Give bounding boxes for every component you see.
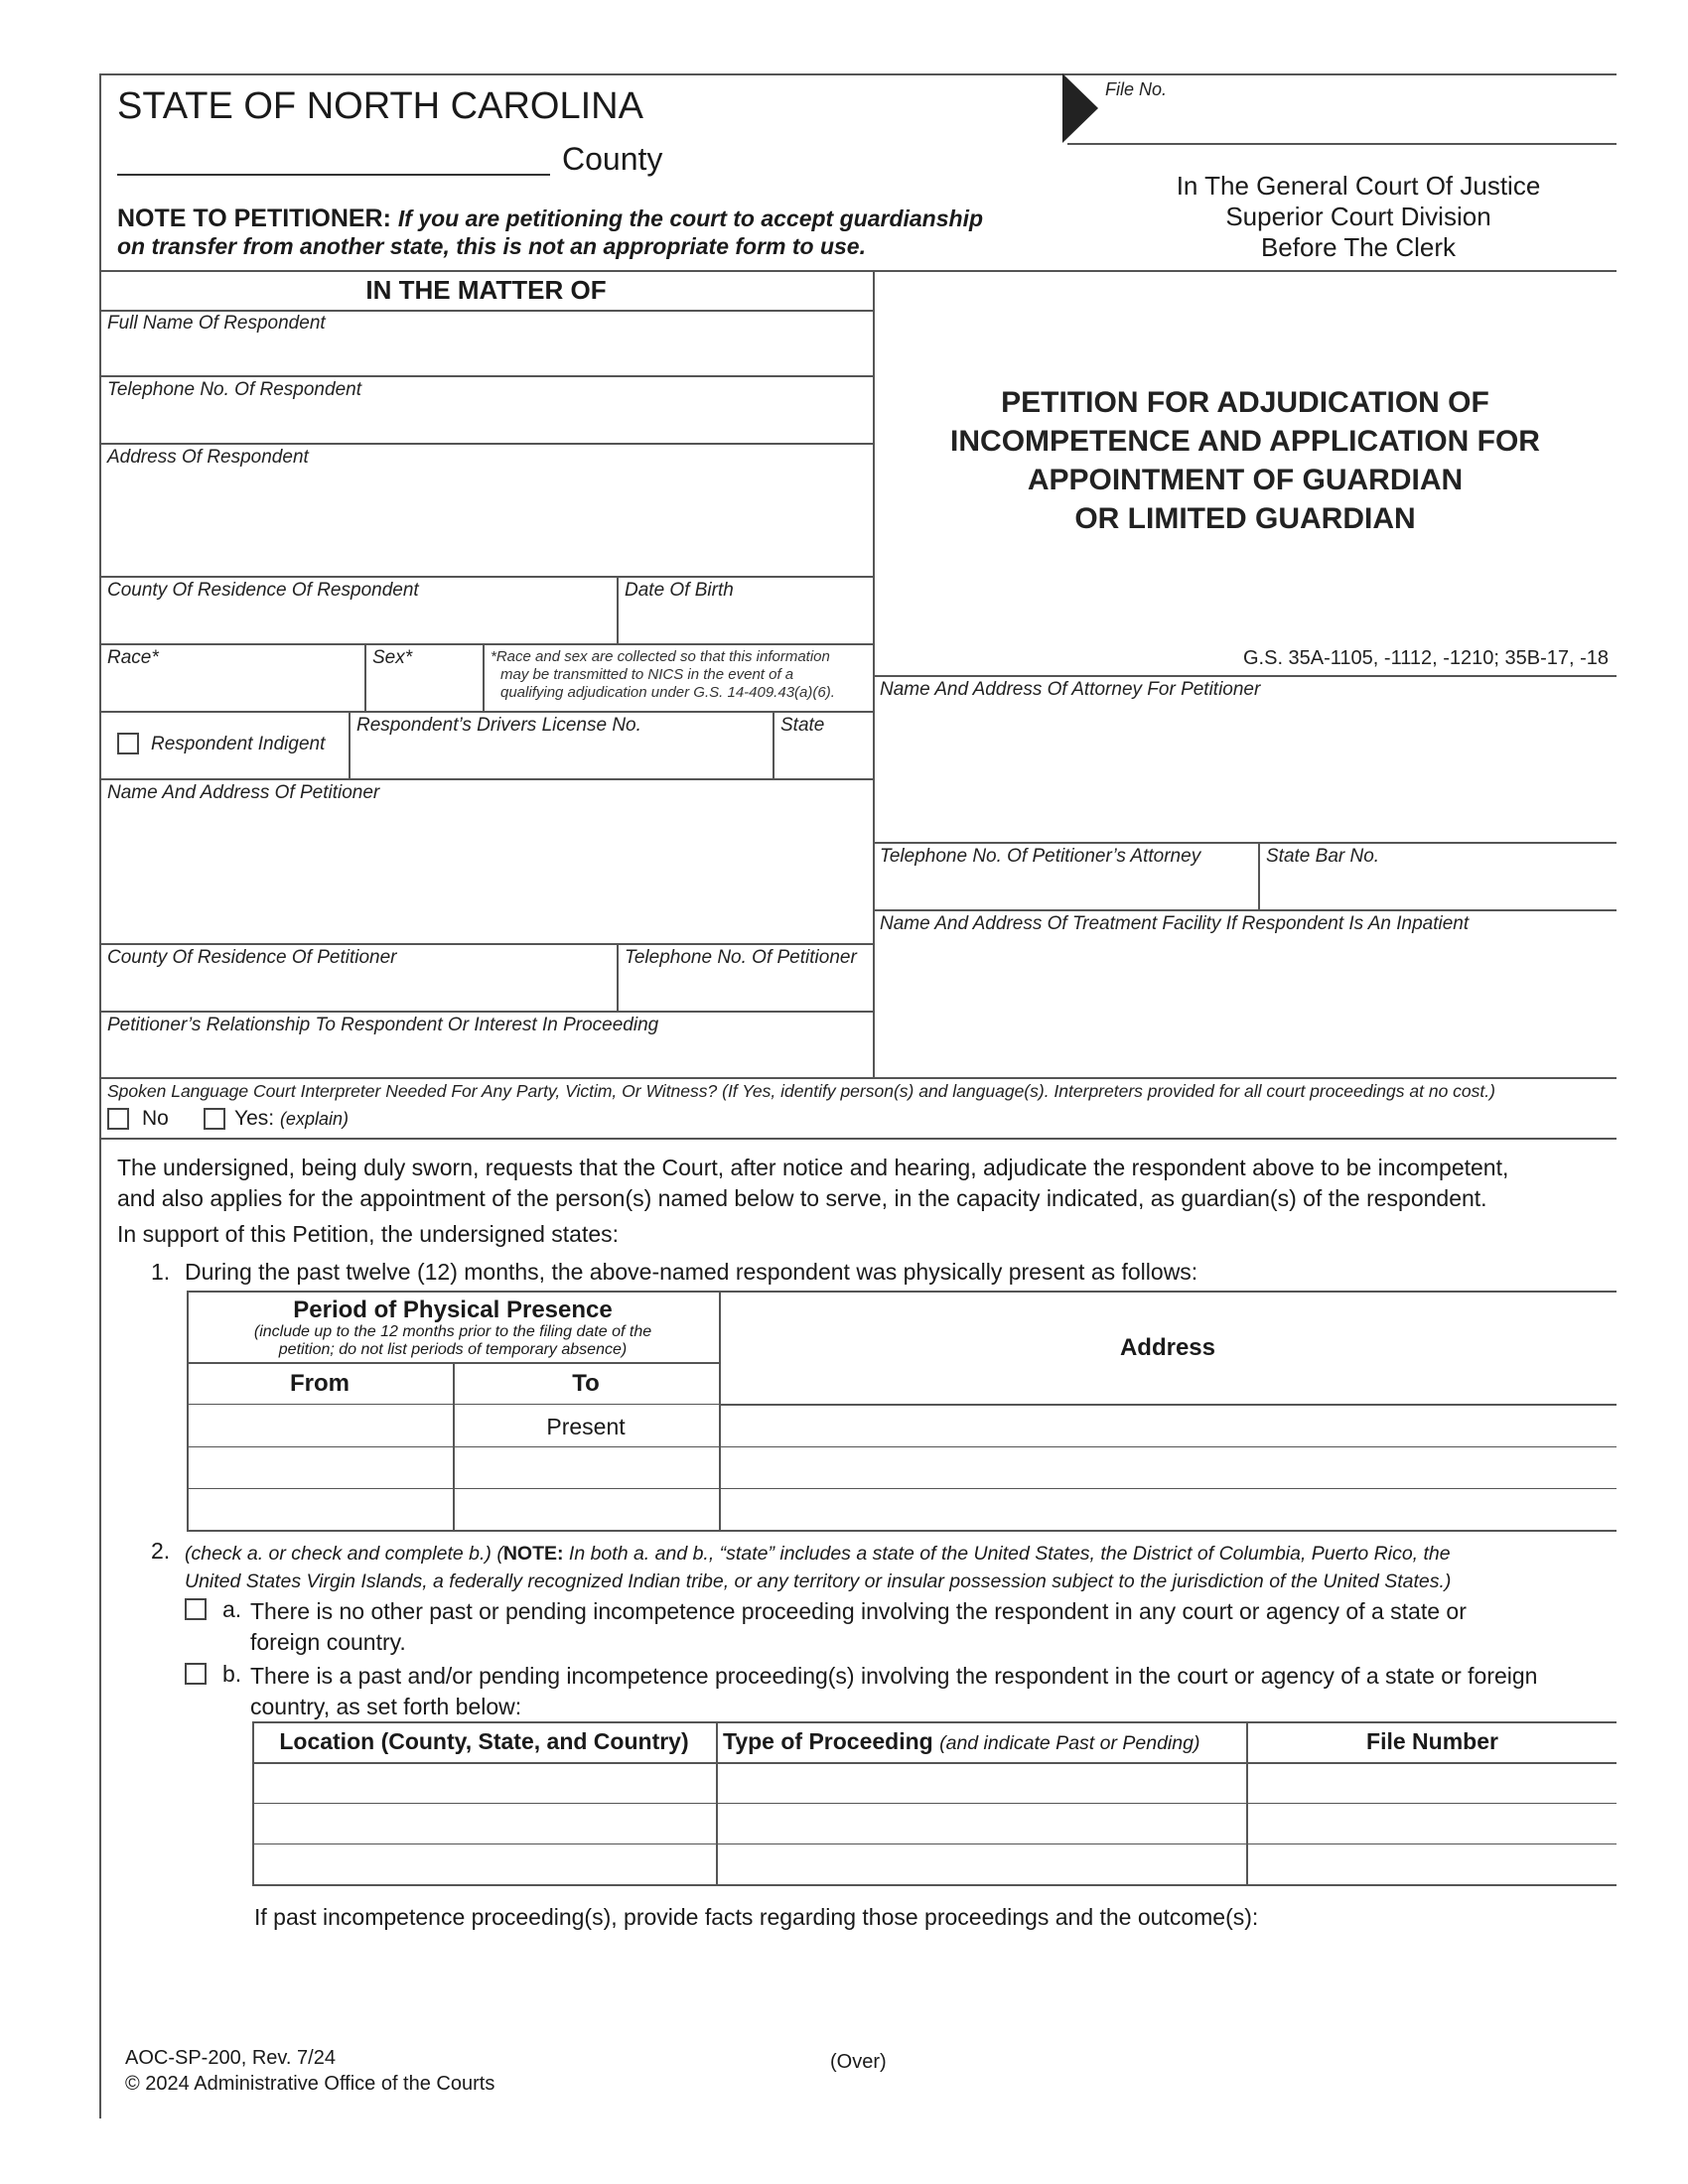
- item1-number: 1.: [151, 1259, 171, 1285]
- form-title-line4: OR LIMITED GUARDIAN: [1074, 502, 1416, 535]
- full-name-input[interactable]: [107, 338, 866, 373]
- past-facts-input[interactable]: [254, 1938, 1609, 2041]
- race-sex-note: [491, 648, 835, 702]
- file-no-arrow-icon: [1062, 73, 1102, 143]
- dl-state-input[interactable]: [780, 740, 869, 775]
- option-b-label: b.: [222, 1661, 242, 1687]
- form-title-line2: INCOMPETENCE AND APPLICATION FOR: [950, 425, 1540, 458]
- copyright: © 2024 Administrative Office of the Courts: [125, 2073, 495, 2095]
- facility-input[interactable]: [880, 939, 1609, 1074]
- proceeding-row3-file[interactable]: [1252, 1848, 1614, 1881]
- type-header-bold: Type of Proceeding: [723, 1728, 933, 1754]
- address-input[interactable]: [107, 473, 866, 576]
- sex-label: Sex*: [372, 647, 413, 668]
- interpreter-question: Spoken Language Court Interpreter Needed For Any Party, Victim, Or Witness? (If Yes, identify person(s) and language(s). Interpreters provided for all court proceedings at no cost.): [107, 1081, 1495, 1101]
- note-label: NOTE TO PETITIONER:: [117, 205, 391, 232]
- period-title: Period of Physical Presence: [293, 1297, 613, 1323]
- race-note-line1: *Race and sex are collected so that this information: [491, 648, 830, 665]
- form-title-line3: APPOINTMENT OF GUARDIAN: [1027, 464, 1464, 496]
- item2-text: [185, 1540, 1451, 1595]
- telephone-label: Telephone No. Of Respondent: [107, 379, 361, 400]
- county-line: [117, 174, 550, 176]
- option-b-line1: There is a past and/or pending incompetence proceeding(s) involving the respondent in the court or agency of a state or foreign: [250, 1663, 1538, 1689]
- option-b-text: [250, 1661, 1537, 1722]
- proceeding-row1-file[interactable]: [1252, 1767, 1614, 1800]
- court-line3: Before The Clerk: [1260, 232, 1457, 262]
- bar-no-label: State Bar No.: [1266, 846, 1380, 867]
- bar-no-input[interactable]: [1266, 872, 1613, 907]
- period-subtitle: [189, 1323, 717, 1359]
- item2-line1b: In both a. and b., “state” includes a state of the United States, the District of Columbia, Puerto Rico, the: [563, 1543, 1451, 1565]
- court-line2: Superior Court Division: [1225, 202, 1491, 231]
- petitioner-name-label: Name And Address Of Petitioner: [107, 782, 380, 803]
- drivers-license-input[interactable]: [356, 740, 768, 775]
- drivers-license-label: Respondent’s Drivers License No.: [356, 715, 641, 736]
- proceeding-row2-type[interactable]: [722, 1808, 1244, 1841]
- state-heading: STATE OF NORTH CAROLINA: [117, 85, 643, 127]
- in-the-matter-of-heading: IN THE MATTER OF: [365, 275, 607, 305]
- interpreter-explain-input[interactable]: [367, 1104, 1603, 1136]
- sworn-line1: The undersigned, being duly sworn, requests that the Court, after notice and hearing, adjudicate the respondent above to be incompetent,: [117, 1155, 1509, 1180]
- item2-note: NOTE:: [502, 1543, 564, 1565]
- period-sub-line2: petition; do not list periods of temporary absence): [278, 1341, 628, 1358]
- option-b-line2: country, as set forth below:: [250, 1694, 522, 1719]
- note-line1: If you are petitioning the court to accept guardianship: [397, 205, 984, 231]
- form-title-line1: PETITION FOR ADJUDICATION OF: [1001, 386, 1489, 419]
- over-label: (Over): [830, 2051, 887, 2073]
- form-number: AOC-SP-200, Rev. 7/24: [125, 2047, 336, 2069]
- county-input[interactable]: [117, 139, 548, 173]
- proceeding-row1-type[interactable]: [722, 1767, 1244, 1800]
- relationship-label: Petitioner’s Relationship To Respondent Or Interest In Proceeding: [107, 1015, 659, 1035]
- proceeding-row1-location[interactable]: [258, 1767, 714, 1800]
- presence-row1-address[interactable]: [725, 1410, 1613, 1443]
- from-header: From: [290, 1370, 350, 1397]
- dob-input[interactable]: [625, 606, 867, 641]
- proceeding-row3-type[interactable]: [722, 1848, 1244, 1881]
- attorney-phone-input[interactable]: [880, 872, 1256, 907]
- presence-row2-address[interactable]: [725, 1451, 1613, 1485]
- proceeding-row2-location[interactable]: [258, 1808, 714, 1841]
- interpreter-yes-checkbox[interactable]: [204, 1108, 225, 1130]
- option-a-line2: foreign country.: [250, 1629, 406, 1655]
- file-no-label: File No.: [1105, 79, 1168, 99]
- race-input[interactable]: [107, 671, 359, 707]
- note-line2: on transfer from another state, this is not an appropriate form to use.: [117, 233, 866, 259]
- court-line1: In The General Court Of Justice: [1176, 171, 1541, 201]
- interpreter-explain-label: (explain): [279, 1109, 349, 1129]
- telephone-input[interactable]: [107, 404, 866, 440]
- race-label: Race*: [107, 647, 159, 668]
- state-label: State: [780, 715, 825, 736]
- relationship-input[interactable]: [107, 1039, 866, 1075]
- proceeding-row3-location[interactable]: [258, 1848, 714, 1881]
- county-label: County: [562, 141, 663, 177]
- full-name-label: Full Name Of Respondent: [107, 313, 326, 334]
- county-residence-label: County Of Residence Of Respondent: [107, 580, 419, 601]
- interpreter-yes: [234, 1107, 349, 1131]
- interpreter-no-checkbox[interactable]: [107, 1108, 129, 1130]
- to-header: To: [572, 1370, 600, 1397]
- option-b-checkbox[interactable]: [185, 1663, 207, 1685]
- row1-to-present: Present: [546, 1414, 626, 1439]
- presence-row2-to[interactable]: [459, 1451, 717, 1485]
- presence-row3-to[interactable]: [459, 1493, 717, 1527]
- petitioner-phone-input[interactable]: [625, 973, 867, 1009]
- facility-label: Name And Address Of Treatment Facility If Respondent Is An Inpatient: [880, 913, 1470, 934]
- attorney-input[interactable]: [880, 705, 1609, 838]
- attorney-label: Name And Address Of Attorney For Petitioner: [880, 679, 1261, 700]
- item2-number: 2.: [151, 1538, 171, 1564]
- file-no-input[interactable]: [1107, 103, 1613, 141]
- dob-label: Date Of Birth: [625, 580, 734, 601]
- race-note-line3: qualifying adjudication under G.S. 14-409.43(a)(6).: [500, 684, 835, 701]
- option-a-checkbox[interactable]: [185, 1598, 207, 1620]
- period-sub-line1: (include up to the 12 months prior to the filing date of the: [253, 1323, 652, 1340]
- option-a-text: [250, 1596, 1467, 1658]
- type-header-italic: (and indicate Past or Pending): [939, 1732, 1200, 1754]
- presence-row3-address[interactable]: [725, 1493, 1613, 1527]
- form-title: [874, 383, 1617, 538]
- presence-row2-from[interactable]: [193, 1451, 451, 1485]
- sworn-line2: and also applies for the appointment of the person(s) named below to serve, in the capacity indicated, as guardian(s) of the respondent.: [117, 1185, 1487, 1211]
- petitioner-phone-label: Telephone No. Of Petitioner: [625, 947, 857, 968]
- presence-row3-from[interactable]: [193, 1493, 451, 1527]
- interpreter-no-label: No: [142, 1107, 169, 1130]
- address-header: Address: [1119, 1334, 1216, 1361]
- item2-line1a: (check a. or check and complete b.) (: [185, 1543, 503, 1565]
- support-statement: In support of this Petition, the undersigned states:: [117, 1221, 620, 1247]
- attorney-phone-label: Telephone No. Of Petitioner’s Attorney: [880, 846, 1201, 867]
- past-facts-label: If past incompetence proceeding(s), provide facts regarding those proceedings and the outcome(s):: [254, 1904, 1259, 1930]
- court-heading: [1112, 171, 1605, 263]
- type-header: [723, 1728, 1199, 1755]
- option-a-label: a.: [222, 1596, 242, 1622]
- item1-text: During the past twelve (12) months, the above-named respondent was physically present as follows:: [185, 1259, 1198, 1285]
- interpreter-yes-label: Yes:: [234, 1107, 275, 1130]
- item2-line2: United States Virgin Islands, a federally recognized Indian tribe, or any territory or insular possession subject to the jurisdiction of the United States.): [185, 1570, 1452, 1592]
- option-a-line1: There is no other past or pending incompetence proceeding involving the respondent in any court or agency of a state or: [250, 1598, 1467, 1624]
- respondent-indigent-label: Respondent Indigent: [151, 734, 326, 754]
- respondent-indigent-checkbox[interactable]: [117, 733, 139, 754]
- race-note-line2: may be transmitted to NICS in the event of a: [500, 666, 794, 683]
- sex-input[interactable]: [372, 671, 476, 707]
- presence-row1-from[interactable]: [193, 1410, 451, 1443]
- sworn-statement: [117, 1153, 1508, 1214]
- location-header: Location (County, State, and Country): [279, 1728, 689, 1754]
- petitioner-name-input[interactable]: [107, 808, 866, 941]
- note-to-petitioner: [117, 205, 983, 233]
- petitioner-county-input[interactable]: [107, 973, 608, 1009]
- petitioner-county-label: County Of Residence Of Petitioner: [107, 947, 397, 968]
- statutes: G.S. 35A-1105, -1112, -1210; 35B-17, -18: [1242, 647, 1609, 669]
- county-residence-input[interactable]: [107, 606, 608, 641]
- file-number-header: File Number: [1366, 1728, 1498, 1754]
- proceeding-row2-file[interactable]: [1252, 1808, 1614, 1841]
- address-label: Address Of Respondent: [107, 447, 309, 468]
